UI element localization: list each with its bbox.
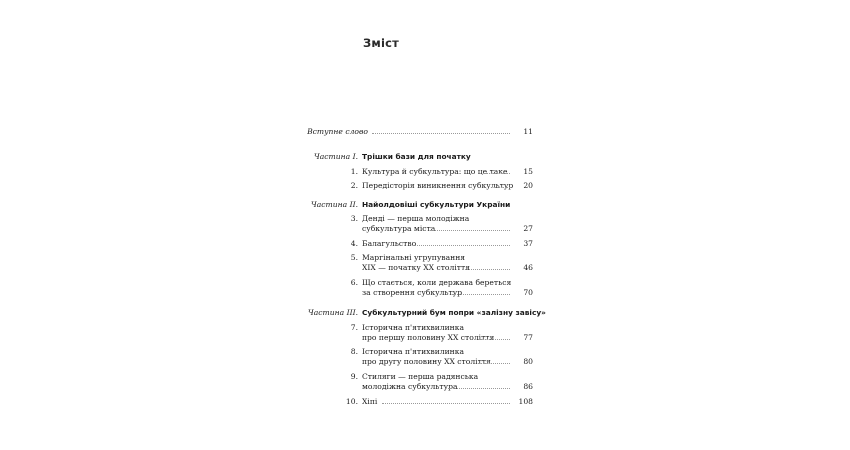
chapter-number: 3.: [350, 214, 358, 223]
chapter-number: 2.: [350, 181, 358, 190]
intro-label: Вступне слово: [307, 127, 368, 136]
chapter-number: 9.: [350, 372, 358, 381]
chapter-title-line-2: субкультура міста: [362, 224, 436, 233]
chapter-title-line-2: про першу половину XX століття: [362, 333, 495, 342]
page-number: 86: [523, 382, 533, 391]
part-title: Трішки бази для початку: [362, 152, 471, 161]
chapter-title-line-2: XIX — початку XX століття: [362, 263, 470, 272]
chapter-title-line-1: Стиляги — перша радянська: [362, 372, 479, 381]
chapter-title: Передісторія виникнення субкультур: [362, 181, 514, 190]
chapter-title-line-2: про другу половину XX століття: [362, 357, 491, 366]
part-title: Субкультурний бум попри «залізну завісу»: [362, 308, 546, 317]
leader-dots: [372, 133, 510, 134]
leader-dots: [430, 230, 510, 231]
chapter-title: Хіпі: [362, 397, 378, 406]
leader-dots: [413, 245, 510, 246]
chapter-number: 8.: [350, 347, 358, 356]
part-label: Частина ІІІ.: [307, 308, 358, 317]
chapter-number: 7.: [350, 323, 358, 332]
page-number: 70: [523, 288, 533, 297]
chapter-number: 1.: [350, 167, 358, 176]
chapter-title-line-1: Денді — перша молодіжна: [362, 214, 470, 223]
chapter-title-line-1: Що стається, коли держава береться: [362, 278, 512, 287]
leader-dots: [452, 294, 510, 295]
chapter-title-line-2: молодіжна субкультура: [362, 382, 458, 391]
part-title: Найолдовіші субкультури України: [362, 200, 511, 209]
chapter-number: 5.: [350, 253, 358, 262]
page-number: 80: [523, 357, 533, 366]
page-number: 37: [523, 239, 533, 248]
leader-dots: [382, 403, 510, 404]
chapter-number: 4.: [350, 239, 358, 248]
chapter-title-line-1: Маргінальні угрупування: [362, 253, 466, 262]
page-number: 77: [523, 333, 533, 342]
page-number: 46: [523, 263, 533, 272]
page-number: 20: [523, 181, 533, 190]
part-label: Частина І.: [313, 152, 358, 161]
chapter-number: 6.: [350, 278, 358, 287]
chapter-title-line-2: за створення субкультур: [362, 288, 463, 297]
chapter-title: Балагульство: [362, 239, 417, 248]
part-label: Частина ІІ.: [310, 200, 358, 209]
leader-dots: [448, 388, 510, 389]
toc-title: Зміст: [363, 36, 399, 50]
chapter-title: Культура й субкультура: що це таке: [362, 167, 508, 176]
page-number: 15: [523, 167, 533, 176]
page-number: 108: [518, 397, 533, 406]
page-number: 11: [523, 127, 533, 136]
page-number: 27: [523, 224, 533, 233]
chapter-number: 10.: [345, 397, 358, 406]
chapter-title-line-1: Історична п'ятихвилинка: [362, 347, 465, 356]
chapter-title-line-1: Історична п'ятихвилинка: [362, 323, 465, 332]
